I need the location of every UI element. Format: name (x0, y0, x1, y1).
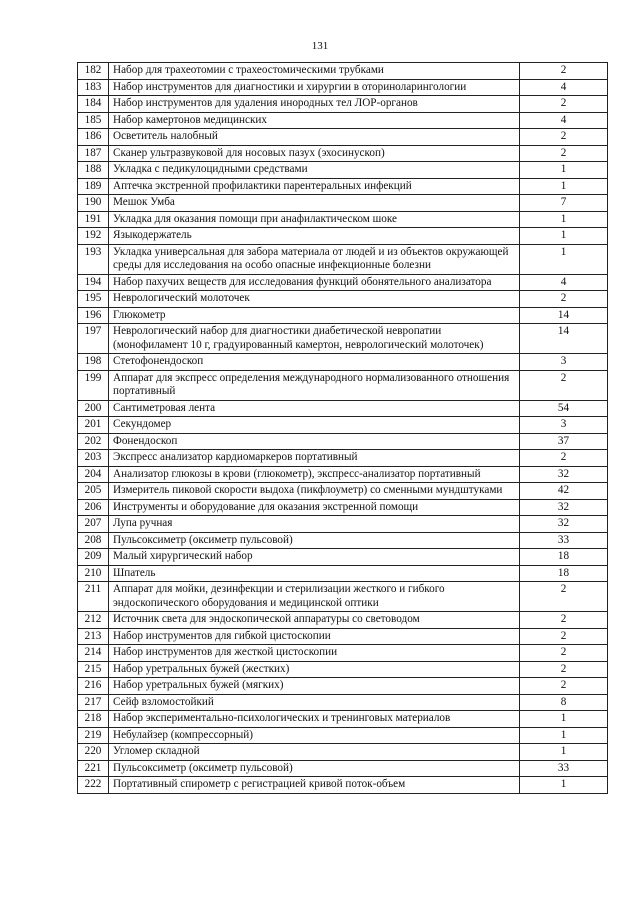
item-name: Укладка с педикулоцидными средствами (109, 162, 520, 179)
table-row (78, 628, 608, 645)
row-number: 194 (78, 274, 109, 291)
item-name: Измеритель пиковой скорости выдоха (пикфлоуметр) со сменными мундштуками (109, 483, 520, 500)
table-row (78, 744, 608, 761)
item-name: Набор инструментов для удаления инородных тел ЛОР-органов (109, 96, 520, 113)
table-row (78, 417, 608, 434)
table-row (78, 63, 608, 80)
table-row (78, 370, 608, 400)
item-name: Пульсоксиметр (оксиметр пульсовой) (109, 532, 520, 549)
item-name: Набор инструментов для диагностики и хирургии в оториноларингологии (109, 79, 520, 96)
row-number: 206 (78, 499, 109, 516)
row-number: 209 (78, 549, 109, 566)
item-quantity: 32 (520, 499, 608, 516)
item-name: Фонендоскоп (109, 433, 520, 450)
item-name: Набор для трахеотомии с трахеостомическими трубками (109, 63, 520, 80)
item-quantity: 54 (520, 400, 608, 417)
row-number: 192 (78, 228, 109, 245)
item-quantity: 18 (520, 549, 608, 566)
row-number: 188 (78, 162, 109, 179)
item-quantity: 2 (520, 628, 608, 645)
table-row (78, 760, 608, 777)
item-quantity: 37 (520, 433, 608, 450)
table-row (78, 307, 608, 324)
row-number: 186 (78, 129, 109, 146)
row-number: 202 (78, 433, 109, 450)
item-quantity: 2 (520, 582, 608, 612)
row-number: 190 (78, 195, 109, 212)
table-row (78, 532, 608, 549)
row-number: 218 (78, 711, 109, 728)
row-number: 212 (78, 612, 109, 629)
table-row (78, 324, 608, 354)
item-quantity: 4 (520, 274, 608, 291)
item-name: Набор уретральных бужей (мягких) (109, 678, 520, 695)
item-name: Стетофонендоскоп (109, 354, 520, 371)
item-name: Источник света для эндоскопической аппаратуры со световодом (109, 612, 520, 629)
table-row (78, 645, 608, 662)
item-quantity: 2 (520, 291, 608, 308)
table-row (78, 711, 608, 728)
item-name: Набор инструментов для гибкой цистоскопии (109, 628, 520, 645)
row-number: 198 (78, 354, 109, 371)
row-number: 217 (78, 694, 109, 711)
item-quantity: 1 (520, 744, 608, 761)
item-name: Неврологический набор для диагностики диабетической невропатии (монофиламент 10 г, градуированный камертон, неврологический молоточек) (109, 324, 520, 354)
row-number: 205 (78, 483, 109, 500)
table-row (78, 244, 608, 274)
item-name: Инструменты и оборудование для оказания экстренной помощи (109, 499, 520, 516)
item-quantity: 42 (520, 483, 608, 500)
table-row (78, 96, 608, 113)
item-name: Осветитель налобный (109, 129, 520, 146)
item-name: Набор экспериментально-психологических и тренинговых материалов (109, 711, 520, 728)
item-quantity: 18 (520, 565, 608, 582)
item-name: Сантиметровая лента (109, 400, 520, 417)
table-row (78, 354, 608, 371)
item-quantity: 2 (520, 145, 608, 162)
item-name: Сканер ультразвуковой для носовых пазух (эхосинускоп) (109, 145, 520, 162)
item-quantity: 14 (520, 324, 608, 354)
row-number: 193 (78, 244, 109, 274)
item-name: Укладка универсальная для забора материала от людей и из объектов окружающей среды для исследования на особо опасные инфекционные болезни (109, 244, 520, 274)
item-name: Аппарат для мойки, дезинфекции и стерилизации жесткого и гибкого эндоскопического оборудования и медицинской оптики (109, 582, 520, 612)
table-row (78, 549, 608, 566)
equipment-table-body (78, 63, 608, 794)
row-number: 189 (78, 178, 109, 195)
item-quantity: 32 (520, 516, 608, 533)
equipment-table (77, 62, 608, 794)
table-row (78, 499, 608, 516)
item-name: Неврологический молоточек (109, 291, 520, 308)
table-row (78, 79, 608, 96)
row-number: 182 (78, 63, 109, 80)
item-name: Набор пахучих веществ для исследования функций обонятельного анализатора (109, 274, 520, 291)
item-quantity: 1 (520, 178, 608, 195)
item-quantity: 3 (520, 417, 608, 434)
item-quantity: 33 (520, 760, 608, 777)
item-quantity: 2 (520, 678, 608, 695)
item-name: Мешок Умба (109, 195, 520, 212)
item-name: Укладка для оказания помощи при анафилактическом шоке (109, 211, 520, 228)
table-row (78, 162, 608, 179)
row-number: 211 (78, 582, 109, 612)
item-quantity: 1 (520, 228, 608, 245)
table-row (78, 291, 608, 308)
item-quantity: 14 (520, 307, 608, 324)
row-number: 204 (78, 466, 109, 483)
item-quantity: 7 (520, 195, 608, 212)
table-row (78, 565, 608, 582)
item-quantity: 1 (520, 727, 608, 744)
table-row (78, 195, 608, 212)
item-quantity: 33 (520, 532, 608, 549)
item-name: Набор инструментов для жесткой цистоскопии (109, 645, 520, 662)
table-row (78, 433, 608, 450)
table-row (78, 516, 608, 533)
item-name: Угломер складной (109, 744, 520, 761)
row-number: 214 (78, 645, 109, 662)
item-quantity: 2 (520, 612, 608, 629)
row-number: 219 (78, 727, 109, 744)
item-quantity: 2 (520, 370, 608, 400)
item-name: Глюкометр (109, 307, 520, 324)
row-number: 199 (78, 370, 109, 400)
table-row (78, 211, 608, 228)
item-name: Пульсоксиметр (оксиметр пульсовой) (109, 760, 520, 777)
item-name: Аппарат для экспресс определения международного нормализованного отношения портативный (109, 370, 520, 400)
item-quantity: 2 (520, 645, 608, 662)
row-number: 208 (78, 532, 109, 549)
row-number: 207 (78, 516, 109, 533)
item-name: Набор уретральных бужей (жестких) (109, 661, 520, 678)
table-row (78, 777, 608, 794)
item-quantity: 4 (520, 112, 608, 129)
item-quantity: 1 (520, 162, 608, 179)
table-row (78, 727, 608, 744)
row-number: 201 (78, 417, 109, 434)
row-number: 197 (78, 324, 109, 354)
row-number: 184 (78, 96, 109, 113)
item-name: Лупа ручная (109, 516, 520, 533)
table-row (78, 661, 608, 678)
row-number: 222 (78, 777, 109, 794)
item-name: Языкодержатель (109, 228, 520, 245)
item-quantity: 2 (520, 96, 608, 113)
item-quantity: 1 (520, 211, 608, 228)
table-row (78, 274, 608, 291)
row-number: 215 (78, 661, 109, 678)
row-number: 187 (78, 145, 109, 162)
table-row (78, 228, 608, 245)
row-number: 216 (78, 678, 109, 695)
item-name: Сейф взломостойкий (109, 694, 520, 711)
item-quantity: 2 (520, 661, 608, 678)
table-row (78, 145, 608, 162)
item-quantity: 4 (520, 79, 608, 96)
table-row (78, 612, 608, 629)
item-name: Экспресс анализатор кардиомаркеров портативный (109, 450, 520, 467)
row-number: 200 (78, 400, 109, 417)
item-name: Шпатель (109, 565, 520, 582)
item-name: Портативный спирометр с регистрацией кривой поток-объем (109, 777, 520, 794)
item-quantity: 2 (520, 63, 608, 80)
item-name: Небулайзер (компрессорный) (109, 727, 520, 744)
item-name: Аптечка экстренной профилактики парентеральных инфекций (109, 178, 520, 195)
row-number: 213 (78, 628, 109, 645)
row-number: 203 (78, 450, 109, 467)
row-number: 191 (78, 211, 109, 228)
table-row (78, 129, 608, 146)
row-number: 210 (78, 565, 109, 582)
table-row (78, 582, 608, 612)
item-quantity: 1 (520, 244, 608, 274)
page-number: 131 (311, 40, 329, 52)
table-row (78, 678, 608, 695)
table-row (78, 112, 608, 129)
table-row (78, 450, 608, 467)
item-name: Секундомер (109, 417, 520, 434)
item-quantity: 1 (520, 711, 608, 728)
item-quantity: 32 (520, 466, 608, 483)
table-row (78, 466, 608, 483)
item-quantity: 1 (520, 777, 608, 794)
row-number: 183 (78, 79, 109, 96)
row-number: 195 (78, 291, 109, 308)
table-row (78, 483, 608, 500)
item-name: Анализатор глюкозы в крови (глюкометр), экспресс-анализатор портативный (109, 466, 520, 483)
table-row (78, 694, 608, 711)
item-name: Малый хирургический набор (109, 549, 520, 566)
row-number: 220 (78, 744, 109, 761)
row-number: 221 (78, 760, 109, 777)
row-number: 185 (78, 112, 109, 129)
item-quantity: 2 (520, 129, 608, 146)
table-row (78, 400, 608, 417)
item-name: Набор камертонов медицинских (109, 112, 520, 129)
row-number: 196 (78, 307, 109, 324)
item-quantity: 2 (520, 450, 608, 467)
item-quantity: 8 (520, 694, 608, 711)
table-row (78, 178, 608, 195)
item-quantity: 3 (520, 354, 608, 371)
